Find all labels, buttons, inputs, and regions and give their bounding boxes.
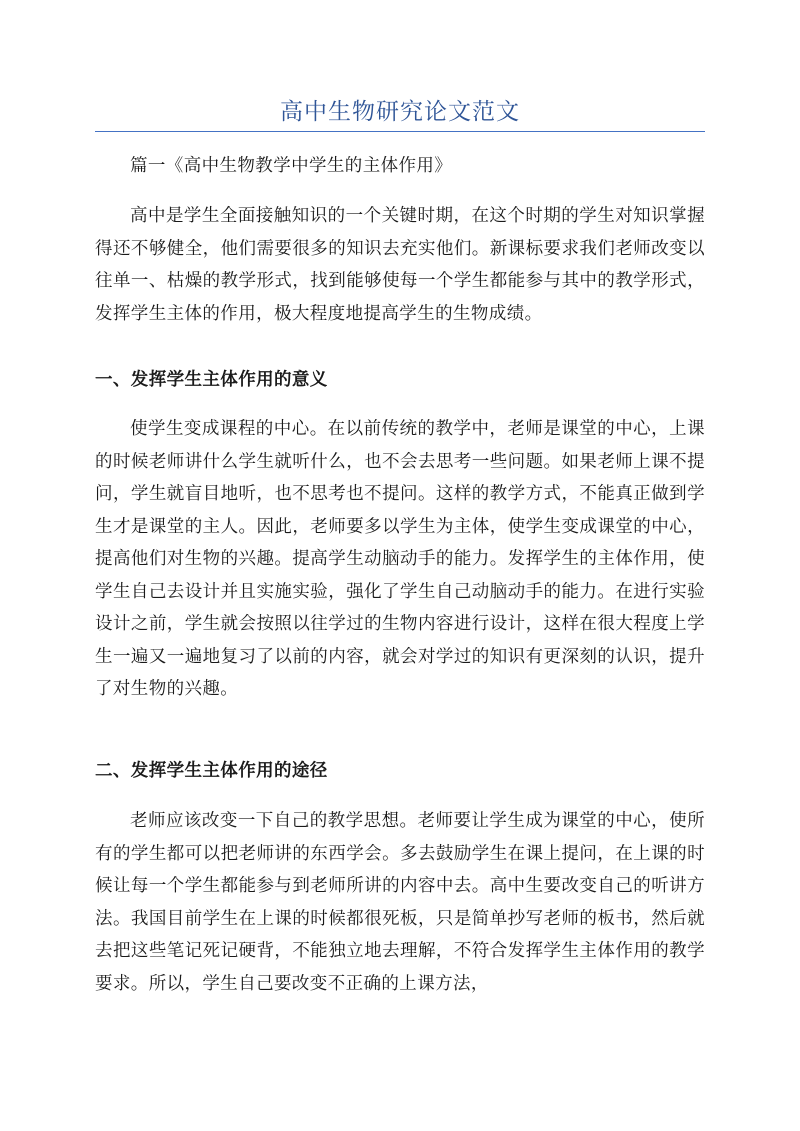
paragraph-intro: 高中是学生全面接触知识的一个关键时期，在这个时期的学生对知识掌握得还不够健全，他们需要很多的知识去充实他们。新课标要求我们老师改变以往单一、枯燥的教学形式，找到能够使每一个学生都能参与其中的教学形式，发挥学生主体的作用，极大程度地提高学生的生物成绩。 (95, 206, 705, 324)
document-title: 高中生物研究论文范文 (280, 99, 520, 125)
section-heading-approach: 二、发挥学生主体作用的途径 (95, 761, 328, 781)
article-subtitle: 篇一《高中生物教学中学生的主体作用》 (130, 156, 453, 176)
section-heading-meaning: 一、发挥学生主体作用的意义 (95, 370, 328, 390)
paragraph-approach: 老师应该改变一下自己的教学思想。老师要让学生成为课堂的中心，使所有的学生都可以把老师讲的东西学会。多去鼓励学生在课上提问，在上课的时候让每一个学生都能参与到老师所讲的内容中去。高中生要改变自己的听讲方法。我国目前学生在上课的时候都很死板，只是简单抄写老师的板书，然后就去把这些笔记死记硬背，不能独立地去理解，不符合发挥学生主体作用的教学要求。所以，学生自己要改变不正确的上课方法， (95, 811, 705, 994)
title-underline (95, 131, 705, 132)
paragraph-meaning: 使学生变成课程的中心。在以前传统的教学中，老师是课堂的中心，上课的时候老师讲什么学生就听什么，也不会去思考一些问题。如果老师上课不提问，学生就盲目地听，也不思考也不提问。这样的教学方式，不能真正做到学生才是课堂的主人。因此，老师要多以学生为主体，使学生变成课堂的中心，提高他们对生物的兴趣。提高学生动脑动手的能力。发挥学生的主体作用，使学生自己去设计并且实施实验，强化了学生自己动脑动手的能力。在进行实验设计之前，学生就会按照以往学过的生物内容进行设计，这样在很大程度上学生一遍又一遍地复习了以前的内容，就会对学过的知识有更深刻的认识，提升了对生物的兴趣。 (95, 419, 705, 699)
